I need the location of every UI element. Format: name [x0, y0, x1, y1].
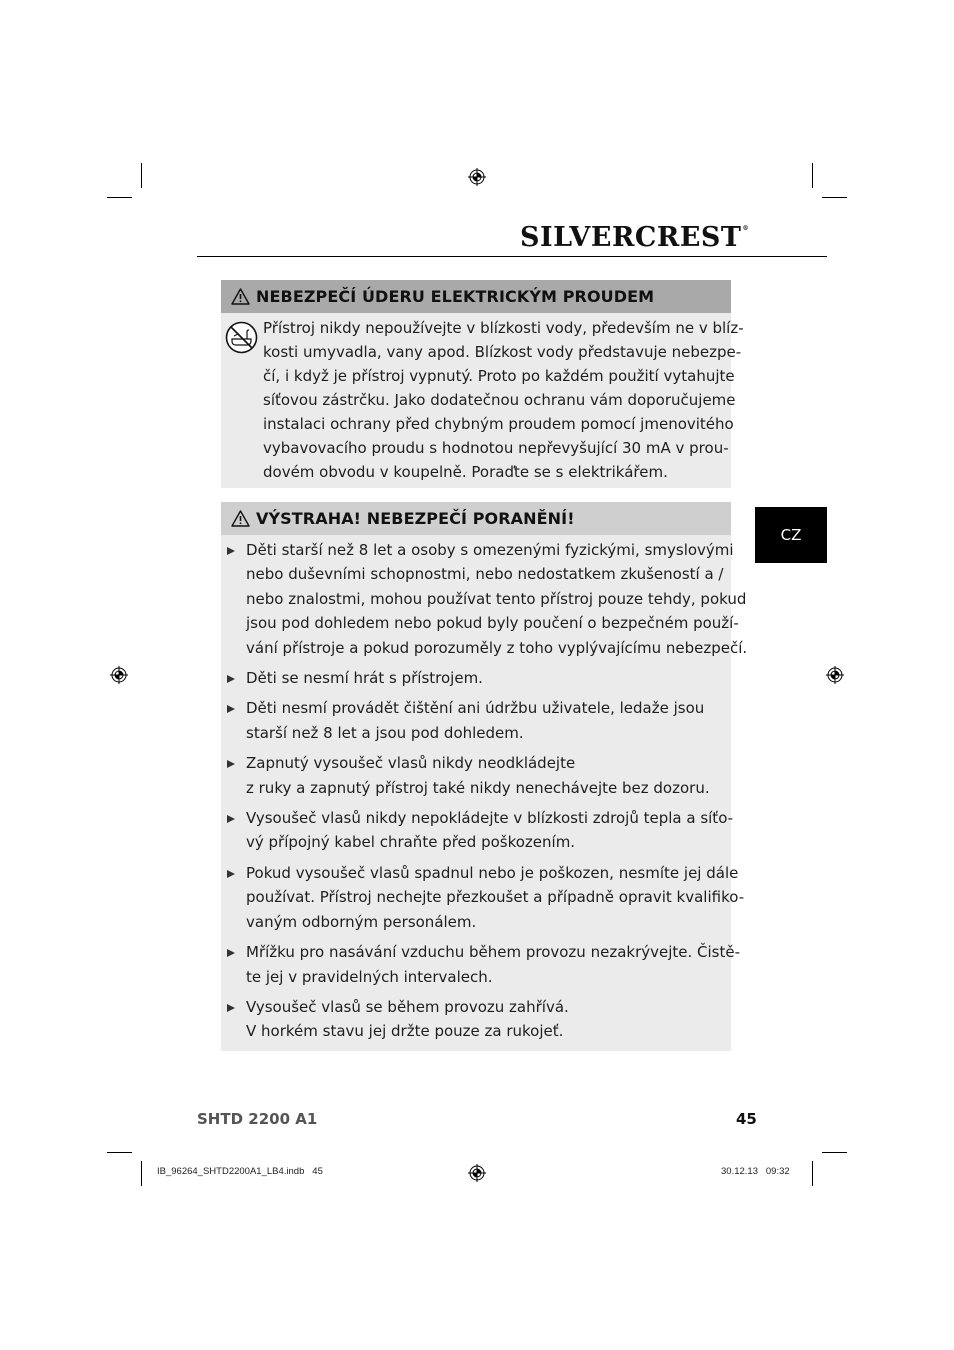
warning-injury-list — [227, 538, 748, 1050]
bullet-arrow-icon — [227, 870, 235, 878]
header-rule — [197, 256, 827, 257]
list-item: Vysoušeč vlasů nikdy nepokládejte v blízkosti zdrojů tepla a síťo- vý přípojný kabel chraňte před poškozením. — [227, 806, 727, 855]
warning-triangle-icon — [231, 288, 250, 305]
bullet-arrow-icon — [227, 675, 235, 683]
bullet-arrow-icon — [227, 705, 235, 713]
list-item: Vysoušeč vlasů se během provozu zahřívá. V horkém stavu jej držte pouze za rukojeť. — [227, 995, 727, 1044]
list-item: Zapnutý vysoušeč vlasů nikdy neodkládejte z ruky a zapnutý přístroj také nikdy nenechávejte bez dozoru. — [227, 751, 727, 800]
crop-mark — [141, 163, 142, 188]
bullet-arrow-icon — [227, 815, 235, 823]
crop-mark — [812, 163, 813, 188]
bullet-arrow-icon — [227, 760, 235, 768]
list-item: Děti se nesmí hrát s přístrojem. — [227, 666, 727, 690]
list-item: Mřížku pro nasávání vzduchu během provozu nezakrývejte. Čistě- te jej v pravidelných intervalech. — [227, 940, 727, 989]
registration-mark-icon — [110, 666, 128, 684]
registration-mark-icon — [468, 168, 486, 186]
warning-electric-title: NEBEZPEČÍ ÚDERU ELEKTRICKÝM PROUDEM — [256, 287, 655, 306]
print-slug-date: 30.12.13 09:32 — [721, 1166, 790, 1177]
no-bath-icon — [225, 321, 258, 354]
registration-mark-icon — [826, 666, 844, 684]
brand-logo: SILVERCREST® — [520, 222, 749, 253]
list-item: Pokud vysoušeč vlasů spadnul nebo je poškozen, nesmíte jej dále používat. Přístroj nechejte přezkoušet a případně opravit kvalifiko- vaným odborným personálem. — [227, 861, 727, 934]
language-tab: CZ — [755, 507, 827, 563]
page-number: 45 — [736, 1110, 757, 1128]
bullet-arrow-icon — [227, 949, 235, 957]
warning-injury-title: VÝSTRAHA! NEBEZPEČÍ PORANĚNÍ! — [256, 509, 575, 528]
list-item: Děti nesmí provádět čištění ani údržbu uživatele, ledaže jsou starší než 8 let a jsou pod dohledem. — [227, 696, 727, 745]
crop-mark — [822, 1152, 847, 1153]
crop-mark — [141, 1161, 142, 1186]
bullet-arrow-icon — [227, 1004, 235, 1012]
crop-mark — [107, 1152, 132, 1153]
list-item: Děti starší než 8 let a osoby s omezenými fyzickými, smyslovými nebo duševními schopnostmi, nebo nedostatkem zkušeností a / nebo znalostmi, mohou používat tento přístroj pouze tehdy, pokud jsou pod dohledem nebo pokud byly poučení o bezpečném použí- vání přístroje a pokud porozuměly z toho vyplývajícímu nebezpečí. — [227, 538, 727, 660]
print-slug-file: IB_96264_SHTD2200A1_LB4.indb 45 — [157, 1166, 323, 1177]
model-number: SHTD 2200 A1 — [197, 1110, 318, 1128]
crop-mark — [812, 1161, 813, 1186]
crop-mark — [822, 197, 847, 198]
registration-mark-icon — [468, 1164, 486, 1182]
warning-injury-header — [221, 502, 731, 535]
warning-triangle-icon — [231, 510, 250, 527]
bullet-arrow-icon — [227, 547, 235, 555]
crop-mark — [107, 197, 132, 198]
warning-electric-header — [221, 280, 731, 313]
warning-electric-text: Přístroj nikdy nepoužívejte v blízkosti vody, především ne v blíz- kosti umyvadla, vany apod. Blízkost vody představuje nebezpe- čí, i když je přístroj vypnutý. Proto po každém použití vytahujte síťovou zástrčku. Jako dodatečnou ochranu vám doporučujeme instalaci ochrany před chybným proudem pomocí jmenovitého vybavovacího proudu s hodnotou nepřevyšující 30 mA v prou- dovém obvodu v koupelně. Poraďte se s elektrikářem. — [263, 319, 744, 481]
